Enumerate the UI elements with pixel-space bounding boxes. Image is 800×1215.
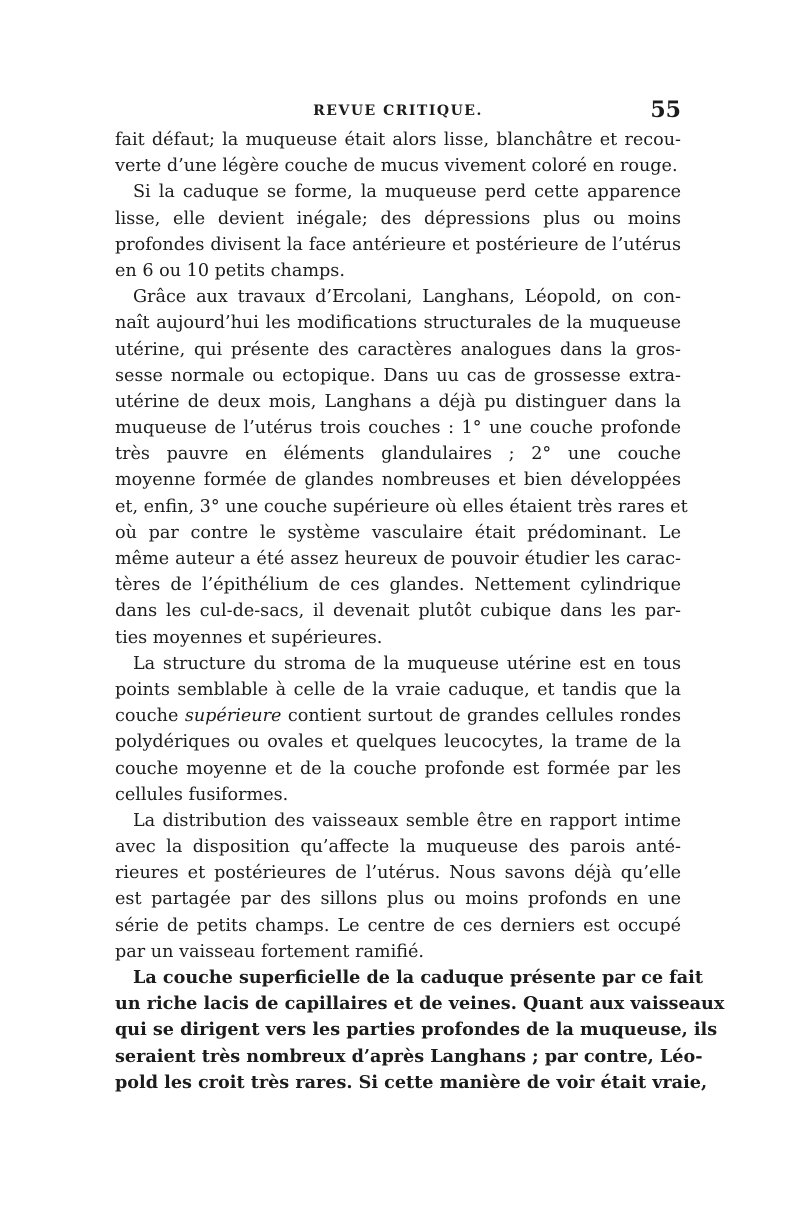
paragraph [115, 284, 688, 651]
text-line: lisse, elle devient inégale; des dépressions plus ou moins [115, 208, 681, 229]
text-line: seraient très nombreux d’après Langhans ; par contre, Léo- [115, 1045, 703, 1067]
text-span: couche [115, 706, 185, 727]
paragraph [115, 965, 725, 1096]
text-line: Grâce aux travaux d’Ercolani, Langhans, Léopold, on con- [133, 287, 681, 308]
italic-word: supérieure [184, 706, 282, 727]
text-line: La distribution des vaisseaux semble être en rapport intime [133, 810, 681, 831]
text-line: par un vaisseau fortement ramifié. [115, 941, 424, 962]
text-line: naît aujourd’hui les modifications structurales de la muqueuse [115, 313, 681, 334]
text-line: et, enfin, 3° une couche supérieure où elles étaient très rares et [115, 496, 688, 517]
text-line: profondes divisent la face antérieure et postérieure de l’utérus [115, 234, 681, 255]
text-line: même auteur a été assez heureux de pouvoir étudier les carac- [115, 549, 681, 569]
text-line: points semblable à celle de la vraie caduque, et tandis que la [115, 679, 681, 700]
text-line: couche moyenne et de la couche profonde est formée par les [115, 758, 681, 779]
text-line: fait défaut; la muqueuse était alors lisse, blanchâtre et recou- [115, 130, 681, 150]
paragraph [115, 651, 681, 808]
text-line: tères de l’épithélium de ces glandes. Nettement cylindrique [115, 575, 681, 596]
text-line: série de petits champs. Le centre de ces derniers est occupé [115, 915, 681, 936]
text-line: très pauvre en éléments glandulaires ; 2° une couche [115, 444, 681, 465]
text-line: sesse normale ou ectopique. Dans uu cas de grossesse extra- [115, 365, 681, 386]
text-line: en 6 ou 10 petits champs. [115, 260, 345, 281]
text-line: muqueuse de l’utérus trois couches : 1° une couche profonde [115, 418, 681, 439]
text-line: un riche lacis de capillaires et de veines. Quant aux vaisseaux [115, 993, 725, 1015]
text-line: Si la caduque se forme, la muqueuse perd cette apparence [133, 182, 681, 203]
page-number: 55 [650, 97, 681, 123]
text-line: où par contre le système vasculaire était prédominant. Le [115, 522, 681, 543]
text-span: contient surtout de grandes cellules rondes [281, 706, 681, 727]
text-line: rieures et postérieures de l’utérus. Nous savons déjà qu’elle [115, 863, 681, 884]
text-line: dans les cul-de-sacs, il devenait plutôt cubique dans les par- [115, 601, 681, 622]
text-line: La couche superficielle de la caduque présente par ce fait [133, 967, 703, 988]
text-line: ties moyennes et supérieures. [115, 627, 383, 648]
paragraph [115, 179, 681, 284]
text-line: utérine, qui présente des caractères analogues dans la gros- [115, 339, 681, 360]
text-line: cellules fusiformes. [115, 784, 289, 805]
text-line: avec la disposition qu’affecte la muqueuse des parois anté- [115, 837, 681, 858]
page-header [115, 97, 681, 127]
text-line: moyenne formée de glandes nombreuses et bien développées [115, 470, 681, 491]
text-line: La structure du stroma de la muqueuse utérine est en tous [133, 653, 681, 674]
text-line [115, 703, 681, 729]
text-line: pold les croit très rares. Si cette manière de voir était vraie, [115, 1071, 708, 1093]
text-line: utérine de deux mois, Langhans a déjà pu distinguer dans la [115, 391, 681, 412]
running-head: REVUE CRITIQUE. [313, 103, 483, 119]
text-line: est partagée par des sillons plus ou moins profonds en une [115, 889, 681, 910]
paragraph [115, 127, 681, 179]
text-line: verte d’une légère couche de mucus vivement coloré en rouge. [115, 156, 678, 177]
text-line: polydériques ou ovales et quelques leucocytes, la trame de la [115, 732, 681, 753]
text-line: qui se dirigent vers les parties profondes de la muqueuse, ils [115, 1019, 718, 1041]
paragraph [115, 808, 681, 965]
body-text [115, 127, 725, 1096]
